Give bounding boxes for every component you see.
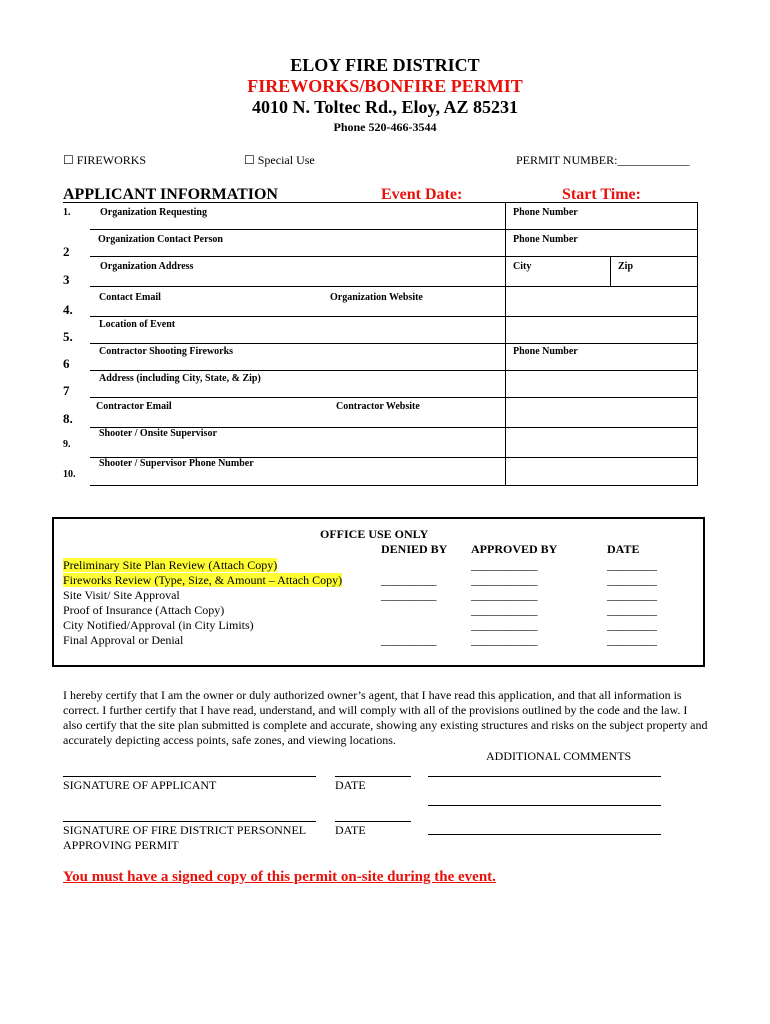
applicant-date-label: DATE [335,778,366,792]
office-use-box [52,517,705,667]
date-field[interactable]: _________ [607,573,657,587]
comments-line[interactable] [428,805,661,806]
date-field[interactable]: _________ [607,588,657,602]
applicant-heading: APPLICANT INFORMATION [63,186,278,203]
approved-by-header: APPROVED BY [471,542,558,556]
office-item [63,558,277,573]
row-number: 2 [63,244,70,259]
personnel-date-label: DATE [335,823,366,837]
contact-phone-field[interactable]: Phone Number [513,234,578,245]
permit-number-label [516,153,689,168]
org-contact-person-field[interactable]: Organization Contact Person [98,234,223,245]
row-number: 4. [63,302,73,317]
office-item: Final Approval or Denial [63,633,184,647]
office-item: City Notified/Approval (in City Limits) [63,618,254,632]
zip-field[interactable]: Zip [618,261,634,272]
denied-by-field[interactable]: __________ [381,633,436,647]
comments-line[interactable] [428,834,661,835]
date-field[interactable]: _________ [607,558,657,572]
row-number: 5. [63,329,73,344]
date-field[interactable]: _________ [607,603,657,617]
date-header: DATE [607,542,640,556]
contractor-website-field[interactable]: Contractor Website [336,401,420,412]
grid-line [90,286,698,287]
row-number: 9. [63,439,71,450]
denied-by-header: DENIED BY [381,542,448,556]
row-number: 6 [63,356,70,371]
organization-requesting-field[interactable]: Organization Requesting [100,207,207,218]
contractor-email-field[interactable]: Contractor Email [96,401,172,412]
org-address-field[interactable]: Organization Address [100,261,194,272]
approved-by-field[interactable]: ____________ [471,618,537,632]
district-phone: Phone 520-466-3544 [333,120,437,134]
grid-line [90,343,698,344]
comments-line[interactable] [428,776,661,777]
office-item: Site Visit/ Site Approval [63,588,180,602]
date-field[interactable]: _________ [607,618,657,632]
grid-divider [697,202,698,485]
row-number: 7 [63,383,70,398]
district-title: ELOY FIRE DISTRICT [290,55,480,75]
permit-number-text: PERMIT NUMBER: [516,153,618,167]
office-item-label: Preliminary Site Plan Review (Attach Copy) [63,558,278,572]
date-field[interactable]: _________ [607,633,657,647]
approved-by-field[interactable]: ____________ [471,588,537,602]
onsite-copy-notice: You must have a signed copy of this permit on-site during the event. [63,869,496,885]
row-number: 1. [63,207,71,218]
applicant-grid [55,202,698,485]
denied-by-field[interactable]: __________ [381,588,436,602]
approved-by-field[interactable]: ____________ [471,633,537,647]
shooter-phone-field[interactable]: Shooter / Supervisor Phone Number [99,458,254,469]
city-field[interactable]: City [513,261,532,272]
office-item: Proof of Insurance (Attach Copy) [63,603,225,617]
start-time-label: Start Time: [562,186,641,203]
special-use-checkbox[interactable]: ☐ Special Use [244,153,315,167]
personnel-date-line[interactable] [335,821,411,822]
contact-email-field[interactable]: Contact Email [99,292,161,303]
row-number: 8. [63,411,73,426]
fireworks-checkbox[interactable]: ☐ FIREWORKS [63,153,147,167]
permit-title: FIREWORKS/BONFIRE PERMIT [247,76,523,96]
applicant-signature-line[interactable] [63,776,316,777]
approving-permit-label: APPROVING PERMIT [63,838,179,852]
applicant-signature-label: SIGNATURE OF APPLICANT [63,778,217,792]
approved-by-field[interactable]: ____________ [471,603,537,617]
shooter-supervisor-field[interactable]: Shooter / Onsite Supervisor [99,428,217,439]
grid-line [90,229,698,230]
denied-by-field[interactable]: __________ [381,573,436,587]
district-address: 4010 N. Toltec Rd., Eloy, AZ 85231 [251,97,519,117]
approved-by-field[interactable]: ____________ [471,573,537,587]
office-item [63,573,342,588]
contractor-address-field[interactable]: Address (including City, State, & Zip) [99,373,261,384]
personnel-signature-line[interactable] [63,821,316,822]
event-location-field[interactable]: Location of Event [99,319,176,330]
personnel-signature-label: SIGNATURE OF FIRE DISTRICT PERSONNEL [63,823,307,837]
grid-line [90,370,698,371]
event-date-label: Event Date: [381,186,463,203]
additional-comments-label: ADDITIONAL COMMENTS [486,749,632,763]
org-phone-field[interactable]: Phone Number [513,207,578,218]
row-number: 3 [63,272,70,287]
org-website-field[interactable]: Organization Website [330,292,423,303]
grid-line [90,485,698,486]
grid-divider [505,202,506,485]
permit-number-field[interactable]: ____________ [617,153,690,167]
contractor-field[interactable]: Contractor Shooting Fireworks [99,346,234,357]
row-number: 10. [63,469,76,480]
office-item-label: Fireworks Review (Type, Size, & Amount – Attach Copy) [63,573,343,587]
grid-line [90,397,698,398]
grid-line [90,256,698,257]
grid-line [90,316,698,317]
grid-divider [610,256,611,286]
contractor-phone-field[interactable]: Phone Number [513,346,578,357]
office-use-title: OFFICE USE ONLY [320,527,429,541]
applicant-date-line[interactable] [335,776,411,777]
approved-by-field[interactable]: ____________ [471,558,537,572]
certification-text: I hereby certify that I am the owner or duly authorized owner’s agent, that I have read this application, and that all information is correct. I further certify that I have read, understand, and will comply with all of the provisions outlined by the code and the law. I also certify that the site plan submitted is complete and accurate, showing any existing structures and risks on the subject property and accurately depicting access points, safe zones, and viewing locations. [63,688,708,747]
